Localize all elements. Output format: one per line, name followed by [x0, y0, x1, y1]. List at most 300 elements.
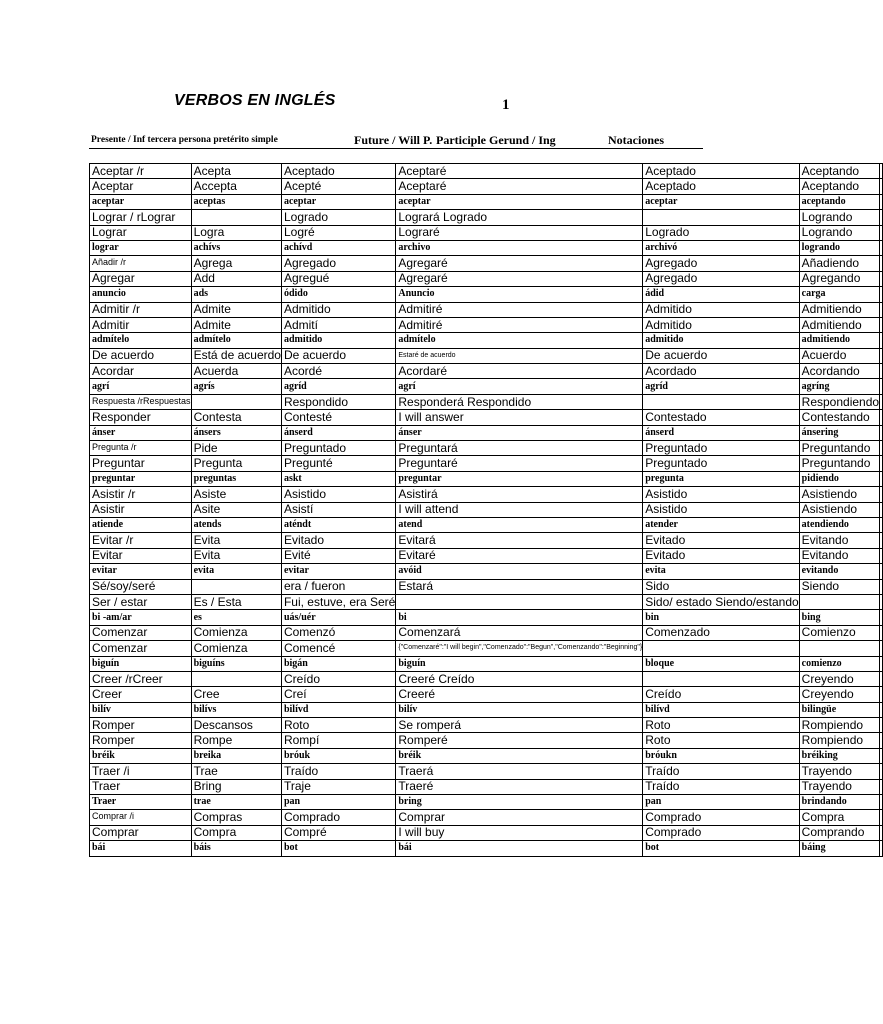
table-cell: Agregado — [281, 256, 395, 271]
table-cell: Aceptaré — [396, 164, 643, 179]
table-cell — [880, 517, 883, 532]
table-cell: ánsering — [799, 425, 879, 440]
table-cell: Traído — [281, 764, 395, 779]
table-row — [90, 594, 883, 609]
table-cell: Evitando — [799, 533, 879, 548]
table-cell: bróukn — [643, 748, 799, 763]
table-cell: Evitar — [90, 548, 192, 563]
table-cell: agríd — [281, 379, 395, 394]
table-cell — [191, 579, 281, 594]
table-cell: Romperé — [396, 733, 643, 748]
table-cell: Comienza — [191, 625, 281, 640]
table-cell: Comienza — [191, 641, 281, 656]
pronunciation-row — [90, 379, 883, 394]
table-row — [90, 364, 883, 379]
table-row — [90, 394, 883, 409]
table-cell: bilingüe — [799, 702, 879, 717]
table-cell: Añadir /r — [90, 256, 192, 271]
table-cell: Acordando — [799, 364, 879, 379]
table-row — [90, 441, 883, 456]
table-cell: Evita — [191, 533, 281, 548]
table-cell: Comprar /i — [90, 810, 192, 825]
pronunciation-row — [90, 287, 883, 302]
table-cell: bréiking — [799, 748, 879, 763]
table-cell: Asiste — [191, 487, 281, 502]
table-cell: Evitando — [799, 548, 879, 563]
table-cell: breika — [191, 748, 281, 763]
table-cell: Acordado — [643, 364, 799, 379]
table-cell: ánserd — [643, 425, 799, 440]
table-cell: Creyendo — [799, 671, 879, 686]
pronunciation-row — [90, 795, 883, 810]
header-row — [89, 133, 703, 147]
table-cell: uás/uér — [281, 610, 395, 625]
table-cell — [880, 425, 883, 440]
table-cell: I will answer — [396, 410, 643, 425]
table-cell: De acuerdo — [643, 348, 799, 363]
table-cell: bái — [396, 841, 643, 856]
table-cell: pidiendo — [799, 471, 879, 486]
table-cell: ánser — [90, 425, 192, 440]
table-row — [90, 410, 883, 425]
table-cell: Fui, estuve, era Seré — [281, 594, 395, 609]
table-row — [90, 548, 883, 563]
table-cell: Comenzará — [396, 625, 643, 640]
table-cell — [643, 671, 799, 686]
table-cell: Asistiendo — [799, 487, 879, 502]
table-cell — [880, 702, 883, 717]
table-cell: Acordé — [281, 364, 395, 379]
table-cell: Anuncio — [396, 287, 643, 302]
table-row — [90, 456, 883, 471]
table-cell: Agregado — [643, 256, 799, 271]
table-cell: Comenzar — [90, 625, 192, 640]
table-cell — [880, 317, 883, 332]
pronunciation-row — [90, 471, 883, 486]
table-cell: era / fueron — [281, 579, 395, 594]
table-cell: aceptar — [281, 194, 395, 209]
pronunciation-row — [90, 240, 883, 255]
table-cell: Compras — [191, 810, 281, 825]
table-cell: evitar — [90, 564, 192, 579]
table-cell: Comprado — [643, 810, 799, 825]
table-cell: ánserd — [281, 425, 395, 440]
table-cell: Comienzo — [799, 625, 879, 640]
table-cell: Admitiendo — [799, 302, 879, 317]
table-cell: Creeré Creído — [396, 671, 643, 686]
table-cell: Respondido — [281, 394, 395, 409]
table-row — [90, 210, 883, 225]
table-cell: Traído — [643, 779, 799, 794]
table-cell — [880, 348, 883, 363]
table-row — [90, 687, 883, 702]
table-cell: comienzo — [799, 656, 879, 671]
table-cell: Contestando — [799, 410, 879, 425]
table-cell: atends — [191, 517, 281, 532]
table-cell: Accepta — [191, 179, 281, 194]
table-cell — [880, 210, 883, 225]
table-cell: Traje — [281, 779, 395, 794]
table-cell: evitar — [281, 564, 395, 579]
table-cell: Admitiré — [396, 317, 643, 332]
table-cell — [880, 225, 883, 240]
pronunciation-row — [90, 517, 883, 532]
table-cell: Aceptando — [799, 164, 879, 179]
table-row — [90, 317, 883, 332]
table-cell: bin — [643, 610, 799, 625]
table-cell: lograr — [90, 240, 192, 255]
table-cell: Contesta — [191, 410, 281, 425]
table-cell: evitando — [799, 564, 879, 579]
table-cell — [799, 641, 879, 656]
table-cell: Evitar /r — [90, 533, 192, 548]
table-cell: bi -am/ar — [90, 610, 192, 625]
table-cell: Está de acuerdo — [191, 348, 281, 363]
table-cell: Estará — [396, 579, 643, 594]
table-cell: Admite — [191, 302, 281, 317]
table-cell — [880, 456, 883, 471]
table-cell: Comencé — [281, 641, 395, 656]
table-cell: ódido — [281, 287, 395, 302]
table-row — [90, 825, 883, 840]
document-title: VERBOS EN INGLÉS — [174, 92, 336, 109]
table-cell: admitido — [643, 333, 799, 348]
table-cell: Estaré de acuerdo — [396, 348, 643, 363]
table-cell: bring — [396, 795, 643, 810]
table-cell: admitido — [281, 333, 395, 348]
table-cell — [643, 641, 799, 656]
table-cell: bloque — [643, 656, 799, 671]
table-cell: Roto — [281, 718, 395, 733]
table-cell: bilívs — [191, 702, 281, 717]
table-cell: agrís — [191, 379, 281, 394]
table-cell: Trae — [191, 764, 281, 779]
table-cell: preguntas — [191, 471, 281, 486]
pronunciation-row — [90, 610, 883, 625]
table-cell: Rompí — [281, 733, 395, 748]
table-cell — [880, 610, 883, 625]
table-cell: Creí — [281, 687, 395, 702]
table-cell: Asistir — [90, 502, 192, 517]
table-cell — [880, 825, 883, 840]
table-cell: Sido/ estado Siendo/estando — [643, 594, 799, 609]
table-cell — [880, 194, 883, 209]
table-cell — [880, 656, 883, 671]
table-cell: archivo — [396, 240, 643, 255]
table-cell: Aceptando — [799, 179, 879, 194]
table-cell: Asistido — [643, 502, 799, 517]
table-cell: Logrado — [643, 225, 799, 240]
table-cell: ánser — [396, 425, 643, 440]
table-cell — [880, 748, 883, 763]
table-cell: Creeré — [396, 687, 643, 702]
table-cell — [191, 671, 281, 686]
table-cell: agríng — [799, 379, 879, 394]
table-cell — [880, 333, 883, 348]
table-cell: Comenzado — [643, 625, 799, 640]
table-cell — [880, 502, 883, 517]
table-cell: Contestado — [643, 410, 799, 425]
table-cell: Agregaré — [396, 256, 643, 271]
table-cell — [396, 594, 643, 609]
table-cell: Comenzar — [90, 641, 192, 656]
table-cell: Logrará Logrado — [396, 210, 643, 225]
table-cell — [880, 625, 883, 640]
table-cell: aceptando — [799, 194, 879, 209]
pronunciation-row — [90, 702, 883, 717]
table-cell: I will buy — [396, 825, 643, 840]
table-cell: Aceptar /r — [90, 164, 192, 179]
table-cell: Roto — [643, 718, 799, 733]
table-cell: atend — [396, 517, 643, 532]
table-cell: Admitido — [643, 302, 799, 317]
table-cell: Romper — [90, 733, 192, 748]
table-cell — [880, 795, 883, 810]
table-cell: admitiendo — [799, 333, 879, 348]
table-cell: Responderá Respondido — [396, 394, 643, 409]
table-cell: Preguntando — [799, 441, 879, 456]
table-cell: Admití — [281, 317, 395, 332]
table-cell — [880, 487, 883, 502]
table-cell: trae — [191, 795, 281, 810]
table-cell: Ser / estar — [90, 594, 192, 609]
table-cell: Sido — [643, 579, 799, 594]
table-cell: bot — [281, 841, 395, 856]
table-cell: Trayendo — [799, 764, 879, 779]
table-cell — [191, 394, 281, 409]
table-cell — [880, 564, 883, 579]
table-cell: admítelo — [90, 333, 192, 348]
table-cell: aceptas — [191, 194, 281, 209]
table-cell: Logra — [191, 225, 281, 240]
table-cell — [643, 210, 799, 225]
table-cell: Rompiendo — [799, 733, 879, 748]
table-cell — [880, 287, 883, 302]
table-cell: bróuk — [281, 748, 395, 763]
table-cell: Add — [191, 271, 281, 286]
table-cell: Acuerdo — [799, 348, 879, 363]
table-cell — [880, 441, 883, 456]
table-cell — [880, 240, 883, 255]
table-cell: Acepté — [281, 179, 395, 194]
table-cell: brindando — [799, 795, 879, 810]
table-cell: logrando — [799, 240, 879, 255]
header-divider — [89, 148, 703, 149]
table-cell: bi — [396, 610, 643, 625]
header-col-notations: Notaciones — [608, 132, 664, 147]
table-cell: Asistiendo — [799, 502, 879, 517]
table-cell: bilívd — [643, 702, 799, 717]
table-cell: Pregunta /r — [90, 441, 192, 456]
table-cell: Evité — [281, 548, 395, 563]
table-cell: Preguntar — [90, 456, 192, 471]
table-cell — [880, 271, 883, 286]
table-cell: atiende — [90, 517, 192, 532]
pronunciation-row — [90, 748, 883, 763]
table-cell: Asistir /r — [90, 487, 192, 502]
pronunciation-row — [90, 656, 883, 671]
table-cell: Asistido — [643, 487, 799, 502]
table-cell: aceptar — [643, 194, 799, 209]
pronunciation-row — [90, 194, 883, 209]
table-cell: bái — [90, 841, 192, 856]
table-cell: Lograr / rLograr — [90, 210, 192, 225]
table-row — [90, 641, 883, 656]
table-cell — [643, 394, 799, 409]
table-cell: Preguntado — [281, 441, 395, 456]
table-cell: Aceptaré — [396, 179, 643, 194]
table-cell: preguntar — [90, 471, 192, 486]
table-cell — [880, 302, 883, 317]
table-cell: Logrando — [799, 225, 879, 240]
table-cell — [880, 410, 883, 425]
table-cell: askt — [281, 471, 395, 486]
table-cell: Respuesta /rRespuestas — [90, 394, 192, 409]
table-cell — [880, 179, 883, 194]
table-cell: Creído — [281, 671, 395, 686]
table-cell — [880, 471, 883, 486]
table-cell: achívd — [281, 240, 395, 255]
table-cell: agrí — [396, 379, 643, 394]
table-cell: Admitiendo — [799, 317, 879, 332]
table-cell: Evitado — [643, 533, 799, 548]
pronunciation-row — [90, 333, 883, 348]
table-cell: Admite — [191, 317, 281, 332]
table-cell: Comprado — [281, 810, 395, 825]
table-cell: {"Comenzaré":"I will begin","Comenzado":"Begun","Comenzando":"Beginning"} — [396, 641, 643, 656]
table-cell: Agregué — [281, 271, 395, 286]
table-cell: Preguntado — [643, 456, 799, 471]
table-cell — [880, 671, 883, 686]
table-cell: Preguntado — [643, 441, 799, 456]
table-cell: admítelo — [191, 333, 281, 348]
table-row — [90, 764, 883, 779]
table-cell — [880, 533, 883, 548]
table-cell: Pregunta — [191, 456, 281, 471]
table-cell: Evitado — [643, 548, 799, 563]
table-cell: Bring — [191, 779, 281, 794]
table-cell: Rompiendo — [799, 718, 879, 733]
table-cell: Preguntaré — [396, 456, 643, 471]
table-cell: Es / Esta — [191, 594, 281, 609]
table-cell — [880, 687, 883, 702]
table-cell: báis — [191, 841, 281, 856]
table-cell: Comprando — [799, 825, 879, 840]
table-cell: bing — [799, 610, 879, 625]
table-cell: Comprar — [396, 810, 643, 825]
table-cell: Siendo — [799, 579, 879, 594]
table-cell: atendiendo — [799, 517, 879, 532]
table-cell: pan — [643, 795, 799, 810]
table-cell: Preguntará — [396, 441, 643, 456]
table-cell: Logrado — [281, 210, 395, 225]
table-cell: Evitaré — [396, 548, 643, 563]
table-cell: Creyendo — [799, 687, 879, 702]
table-cell: Evita — [191, 548, 281, 563]
table-cell: Comprado — [643, 825, 799, 840]
table-cell: Aceptado — [281, 164, 395, 179]
table-cell: Evitará — [396, 533, 643, 548]
table-cell — [880, 364, 883, 379]
table-cell: Compré — [281, 825, 395, 840]
table-cell: Sé/soy/seré — [90, 579, 192, 594]
table-cell: De acuerdo — [90, 348, 192, 363]
table-cell: evita — [643, 564, 799, 579]
table-cell: Agregando — [799, 271, 879, 286]
table-cell: Se romperá — [396, 718, 643, 733]
table-cell: bilív — [90, 702, 192, 717]
table-cell: Agregaré — [396, 271, 643, 286]
table-cell — [880, 579, 883, 594]
table-cell: carga — [799, 287, 879, 302]
table-cell: Asistirá — [396, 487, 643, 502]
table-row — [90, 487, 883, 502]
table-cell: Acordaré — [396, 364, 643, 379]
header-col-present: Presente / Inf tercera persona pretérito simple — [91, 134, 278, 145]
table-cell: Traerá — [396, 764, 643, 779]
table-cell — [880, 641, 883, 656]
table-cell: es — [191, 610, 281, 625]
table-cell: Admitido — [643, 317, 799, 332]
table-cell: Trayendo — [799, 779, 879, 794]
table-cell: Pide — [191, 441, 281, 456]
table-cell — [799, 594, 879, 609]
table-cell: admítelo — [396, 333, 643, 348]
table-cell — [880, 394, 883, 409]
table-cell: Admitido — [281, 302, 395, 317]
table-row — [90, 779, 883, 794]
table-cell: De acuerdo — [281, 348, 395, 363]
table-cell: achívs — [191, 240, 281, 255]
table-cell: Cree — [191, 687, 281, 702]
pronunciation-row — [90, 564, 883, 579]
table-cell: Preguntando — [799, 456, 879, 471]
table-row — [90, 302, 883, 317]
pronunciation-row — [90, 841, 883, 856]
table-row — [90, 671, 883, 686]
table-row — [90, 502, 883, 517]
table-cell: bilívd — [281, 702, 395, 717]
table-cell — [880, 810, 883, 825]
table-cell — [880, 841, 883, 856]
verbs-table — [89, 163, 883, 857]
table-cell: Comprar — [90, 825, 192, 840]
table-cell: aceptar — [396, 194, 643, 209]
table-row — [90, 271, 883, 286]
table-cell: Traer /i — [90, 764, 192, 779]
table-cell: Contesté — [281, 410, 395, 425]
pronunciation-row — [90, 425, 883, 440]
table-cell: I will attend — [396, 502, 643, 517]
table-cell: agrí — [90, 379, 192, 394]
table-cell: Acordar — [90, 364, 192, 379]
table-cell: ádid — [643, 287, 799, 302]
table-cell: Admitir /r — [90, 302, 192, 317]
table-cell: Respondiendo — [799, 394, 879, 409]
table-cell: aceptar — [90, 194, 192, 209]
table-cell: Traer — [90, 779, 192, 794]
table-cell: Asistido — [281, 487, 395, 502]
table-cell: Aceptar — [90, 179, 192, 194]
table-cell: Lograr — [90, 225, 192, 240]
table-cell — [191, 210, 281, 225]
table-row — [90, 810, 883, 825]
table-cell: Responder — [90, 410, 192, 425]
table-cell: Creído — [643, 687, 799, 702]
table-cell: Romper — [90, 718, 192, 733]
table-cell: Acuerda — [191, 364, 281, 379]
table-cell: preguntar — [396, 471, 643, 486]
